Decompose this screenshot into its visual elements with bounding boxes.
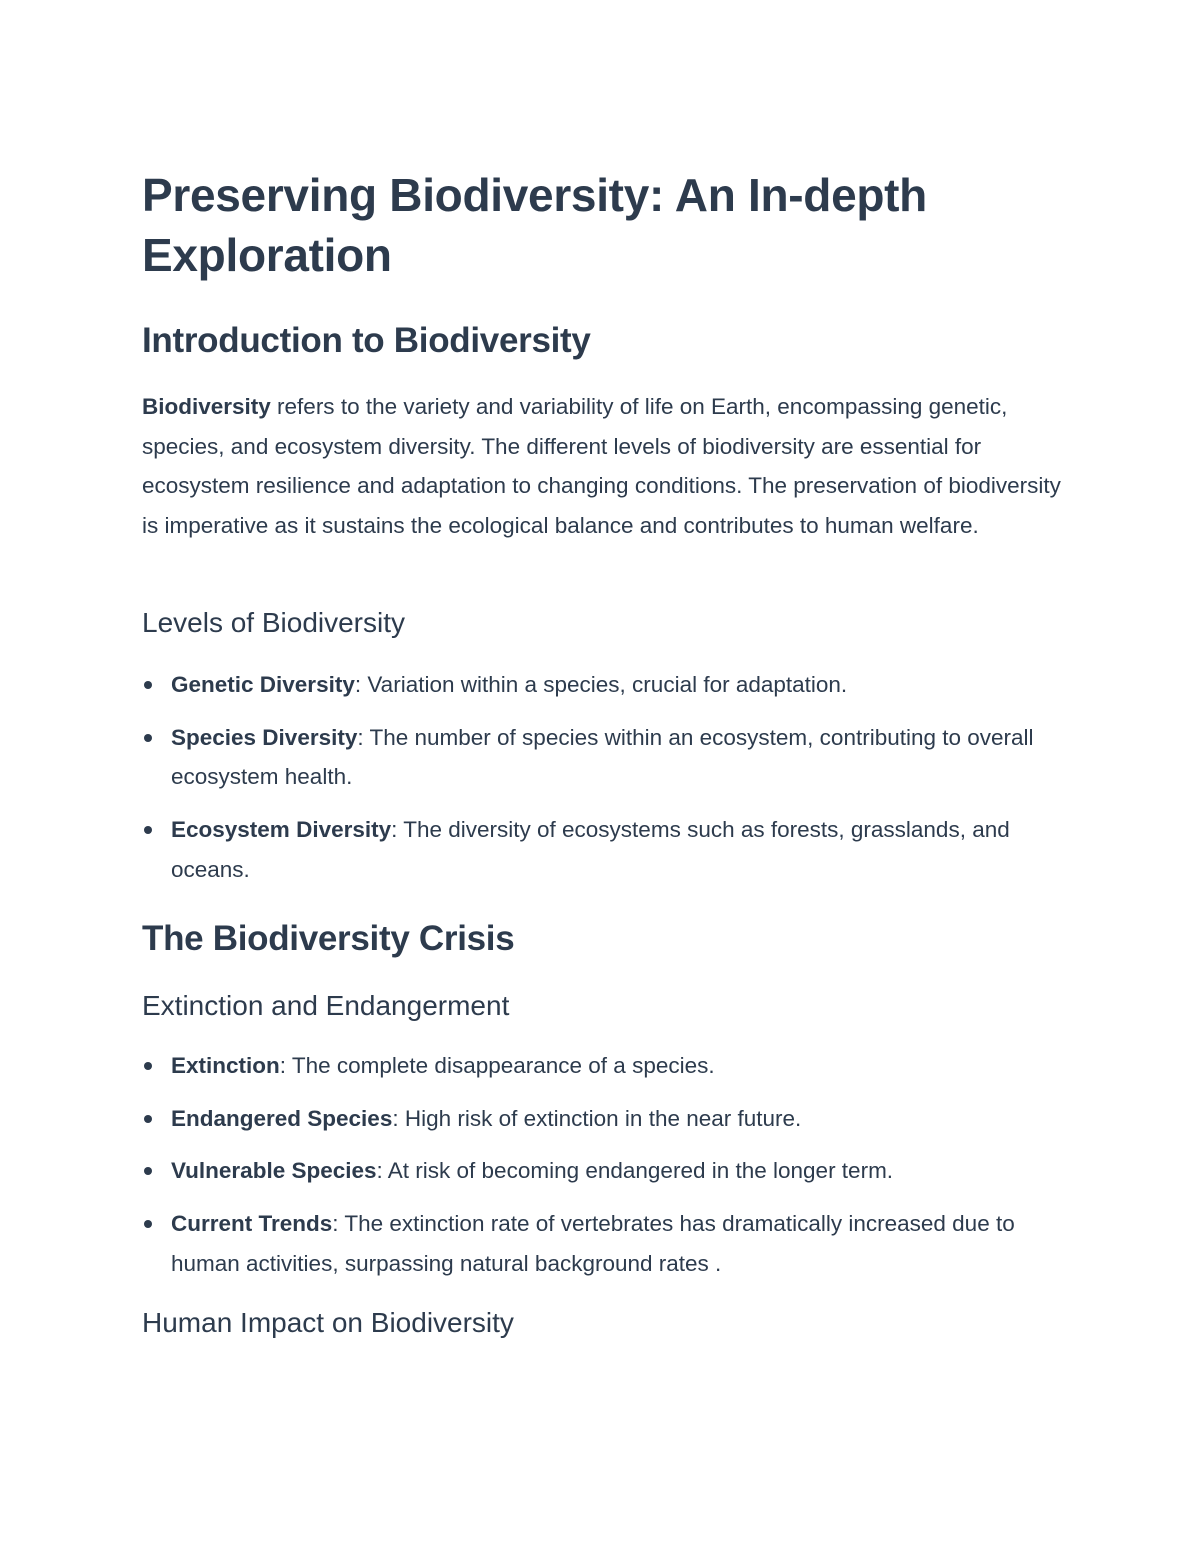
list-item-term: Extinction	[171, 1053, 280, 1078]
section-heading-crisis: The Biodiversity Crisis	[142, 919, 515, 958]
bullet-icon	[144, 734, 152, 742]
list-item	[142, 810, 1072, 889]
list-item-text: : The number of species within an ecosystem, contributing to overall ecosystem health.	[171, 724, 1034, 790]
list-item	[142, 1046, 1072, 1086]
list-item-term: Genetic Diversity	[171, 672, 355, 697]
list-item	[142, 1099, 1072, 1139]
list-item	[142, 718, 1072, 797]
bullet-icon	[144, 1062, 152, 1070]
list-item-text: : The diversity of ecosystems such as forests, grasslands, and oceans.	[171, 817, 1010, 882]
list-item-text: : The complete disappearance of a species.	[279, 1053, 715, 1078]
subsection-heading-human-impact: Human Impact on Biodiversity	[142, 1307, 514, 1338]
list-item-text: : At risk of becoming endangered in the longer term.	[376, 1158, 894, 1184]
list-item-term: Species Diversity	[171, 724, 358, 750]
intro-term: Biodiversity	[142, 394, 271, 419]
list-item	[142, 665, 1072, 705]
bullet-icon	[144, 681, 152, 689]
bullet-icon	[144, 826, 152, 834]
list-item-text: : Variation within a species, crucial for adaptation.	[354, 672, 848, 697]
list-item-term: Vulnerable Species	[171, 1158, 377, 1184]
bullet-icon	[144, 1115, 152, 1123]
list-item-term: Current Trends	[171, 1211, 333, 1237]
list-item-text: : High risk of extinction in the near future.	[392, 1105, 802, 1131]
bullet-icon	[144, 1220, 152, 1228]
list-item-term: Endangered Species	[171, 1105, 393, 1131]
levels-list	[142, 665, 1072, 903]
section-heading-introduction: Introduction to Biodiversity	[142, 321, 591, 360]
bullet-icon	[144, 1167, 152, 1175]
list-item	[142, 1151, 1072, 1191]
intro-text: refers to the variety and variability of life on Earth, encompassing genetic, species, and ecosystem diversity. The different levels of biodiversity are essential for ecosystem resilience and adaptation to changing conditions. The preservation of biodiversity is imperative as it sustains the ecological balance and contributes to human welfare.	[142, 394, 1061, 539]
document-title: Preserving Biodiversity: An In-depth Exploration	[142, 169, 927, 281]
list-item	[142, 1204, 1072, 1283]
list-item-text: : The extinction rate of vertebrates has dramatically increased due to human activities, surpassing natural background rates .	[171, 1211, 1015, 1276]
intro-paragraph	[142, 387, 1072, 546]
subsection-heading-extinction: Extinction and Endangerment	[142, 990, 510, 1021]
extinction-list	[142, 1046, 1072, 1297]
list-item-term: Ecosystem Diversity	[171, 817, 392, 843]
subsection-heading-levels: Levels of Biodiversity	[142, 607, 406, 638]
